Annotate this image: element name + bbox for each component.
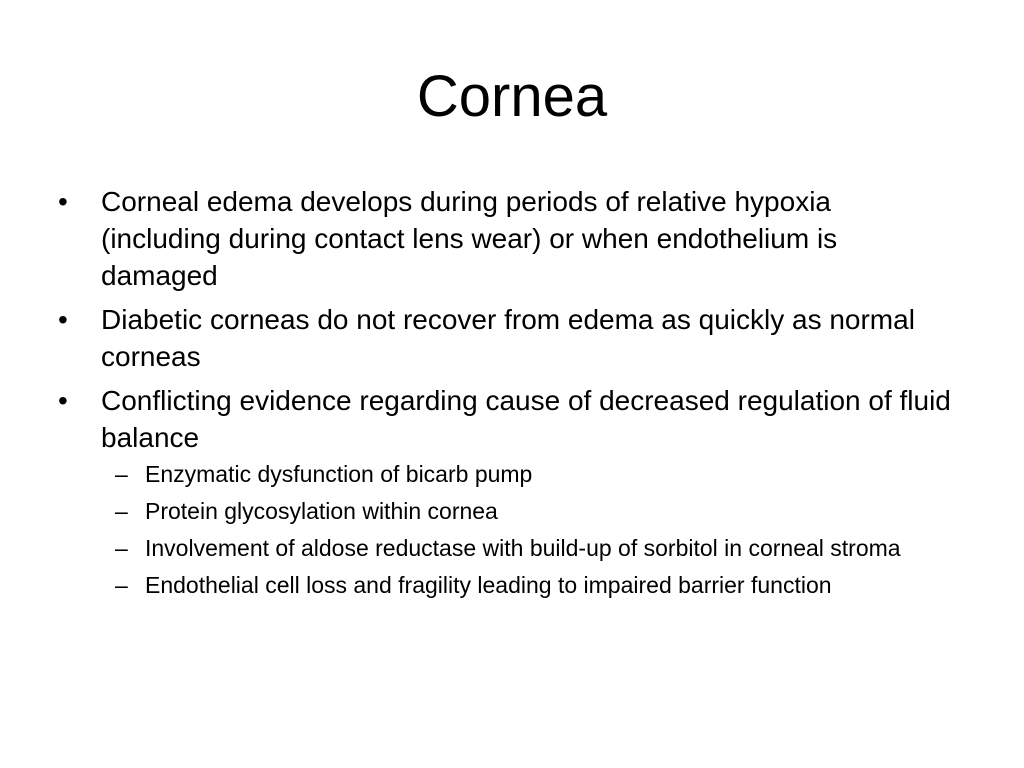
sub-bullet-item xyxy=(101,459,958,490)
slide-title: Cornea xyxy=(416,64,608,129)
dash-icon: – xyxy=(115,498,128,524)
bullet-text: Diabetic corneas do not recover from edema as quickly as normal corneas xyxy=(101,304,915,372)
bullet-text: Corneal edema develops during periods of relative hypoxia (including during contact lens wear) or when endothelium is damaged xyxy=(101,186,838,291)
bullet-list xyxy=(58,183,958,601)
bullet-item xyxy=(58,382,958,601)
bullet-text: Conflicting evidence regarding cause of decreased regulation of fluid balance xyxy=(101,385,951,453)
dash-icon: – xyxy=(115,535,128,561)
sub-bullet-list xyxy=(101,459,958,601)
bullet-icon: • xyxy=(58,385,68,416)
bullet-icon: • xyxy=(58,186,68,217)
sub-bullet-item xyxy=(101,533,958,564)
dash-icon: – xyxy=(115,572,128,598)
bullet-icon: • xyxy=(58,304,68,335)
bullet-item xyxy=(58,183,958,294)
sub-bullet-item xyxy=(101,570,958,601)
slide-content xyxy=(58,183,958,608)
sub-bullet-text: Protein glycosylation within cornea xyxy=(145,498,498,524)
sub-bullet-text: Enzymatic dysfunction of bicarb pump xyxy=(145,461,533,487)
sub-bullet-item xyxy=(101,496,958,527)
sub-bullet-text: Endothelial cell loss and fragility leading to impaired barrier function xyxy=(145,572,832,598)
dash-icon: – xyxy=(115,461,128,487)
sub-bullet-text: Involvement of aldose reductase with build-up of sorbitol in corneal stroma xyxy=(145,535,901,561)
bullet-item xyxy=(58,301,958,375)
